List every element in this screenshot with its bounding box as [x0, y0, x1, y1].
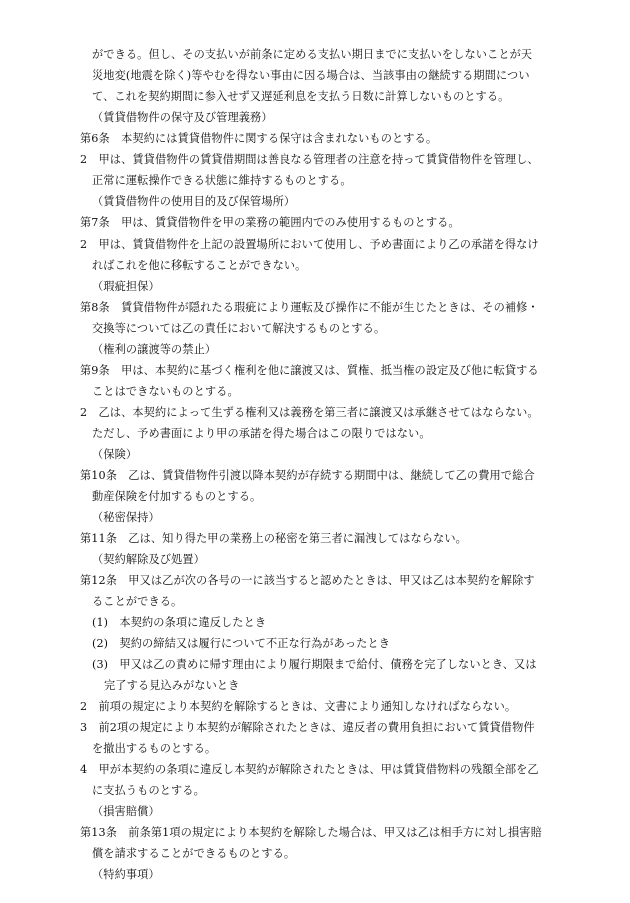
text-line: ればこれを他に移転することができない。 — [92, 259, 307, 272]
clause-line: 2 前項の規定により本契約を解除するときは、文書により通知しなければならない。 — [80, 700, 517, 713]
article-line: 第8条 賃貸借物件が隠れたる瑕疵により運転及び操作に不能が生じたときは、その補修・ — [80, 301, 539, 314]
text-line: ができる。但し、その支払いが前条に定める支払い期日までに支払いをしないことが天 — [92, 48, 533, 61]
article-line: 第13条 前条第1項の規定により本契約を解除した場合は、甲又は乙は相手方に対し損害賠 — [80, 826, 542, 839]
article-line: 第12条 甲又は乙が次の各号の一に該当すると認めたときは、甲又は乙は本契約を解除す — [80, 574, 535, 587]
text-line: に支払うものとする。 — [92, 784, 205, 797]
text-line: ることができる。 — [92, 595, 183, 608]
article-line: 第6条 本契約には賃貸借物件に関する保守は含まれないものとする。 — [80, 132, 438, 145]
text-line: 交換等については乙の責任において解決するものとする。 — [92, 322, 386, 335]
text-line: ことはできないものとする。 — [92, 385, 239, 398]
section-heading: （秘密保持） — [92, 511, 160, 524]
text-line: 正常に運転操作できる状態に維持するものとする。 — [92, 174, 352, 187]
article-line: 第9条 甲は、本契約に基づく権利を他に譲渡又は、質権、抵当権の設定及び他に転貸する — [80, 364, 539, 377]
clause-line: 4 甲が本契約の条項に違反し本契約が解除されたときは、甲は賃貸借物料の残額全部を乙 — [80, 763, 539, 776]
section-heading: （権利の譲渡等の禁止） — [92, 343, 217, 356]
article-line: 第11条 乙は、知り得た甲の業務上の秘密を第三者に漏洩してはならない。 — [80, 532, 467, 545]
text-line: 動産保険を付加するものとする。 — [92, 490, 262, 503]
text-line: 災地変(地震を除く)等やむを得ない事由に因る場合は、当該事由の継続する期間につい — [92, 69, 530, 82]
text-line: 完了する見込みがないとき — [104, 679, 240, 692]
item-line: (3) 甲又は乙の責めに帰す理由により履行期限まで給付、債務を完了しないとき、又は — [92, 658, 537, 671]
section-heading: （賃貸借物件の保守及び管理義務） — [92, 111, 273, 124]
article-line: 第10条 乙は、賃貸借物件引渡以降本契約が存続する期間中は、継続して乙の費用で総合 — [80, 469, 535, 482]
article-line: 第7条 甲は、賃貸借物件を甲の業務の範囲内でのみ使用するものとする。 — [80, 216, 460, 229]
clause-line: 2 甲は、賃貸借物件の賃貸借期間は善良なる管理者の注意を持って賃貸借物件を管理し、 — [80, 153, 539, 166]
section-heading: （賃貸借物件の使用目的及び保管場所） — [92, 195, 296, 208]
item-line: (1) 本契約の条項に違反したとき — [92, 616, 267, 629]
clause-line: 2 甲は、賃貸借物件を上記の設置場所において使用し、予め書面により乙の承諾を得なけ — [80, 238, 539, 251]
item-line: (2) 契約の締結又は履行について不正な行為があったとき — [92, 637, 390, 650]
section-heading: （損害賠償） — [92, 805, 160, 818]
clause-line: 3 前2項の規定により本契約が解除されたときは、違反者の費用負担において賃貸借物件 — [80, 721, 535, 734]
text-line: を撤出するものとする。 — [92, 742, 217, 755]
clause-line: 2 乙は、本契約によって生ずる権利又は義務を第三者に譲渡又は承継させてはならない。 — [80, 406, 539, 419]
text-line: ただし、予め書面により甲の承諾を得た場合はこの限りではない。 — [92, 427, 431, 440]
text-line: 償を請求することができるものとする。 — [92, 847, 296, 860]
section-heading: （契約解除及び処置） — [92, 553, 205, 566]
text-line: て、これを契約期間に参入せず又遅延利息を支払う日数に計算しないものとする。 — [92, 90, 510, 103]
section-heading: （瑕疵担保） — [92, 280, 160, 293]
section-heading: （特約事項） — [92, 868, 160, 881]
section-heading: （保険） — [92, 448, 138, 461]
